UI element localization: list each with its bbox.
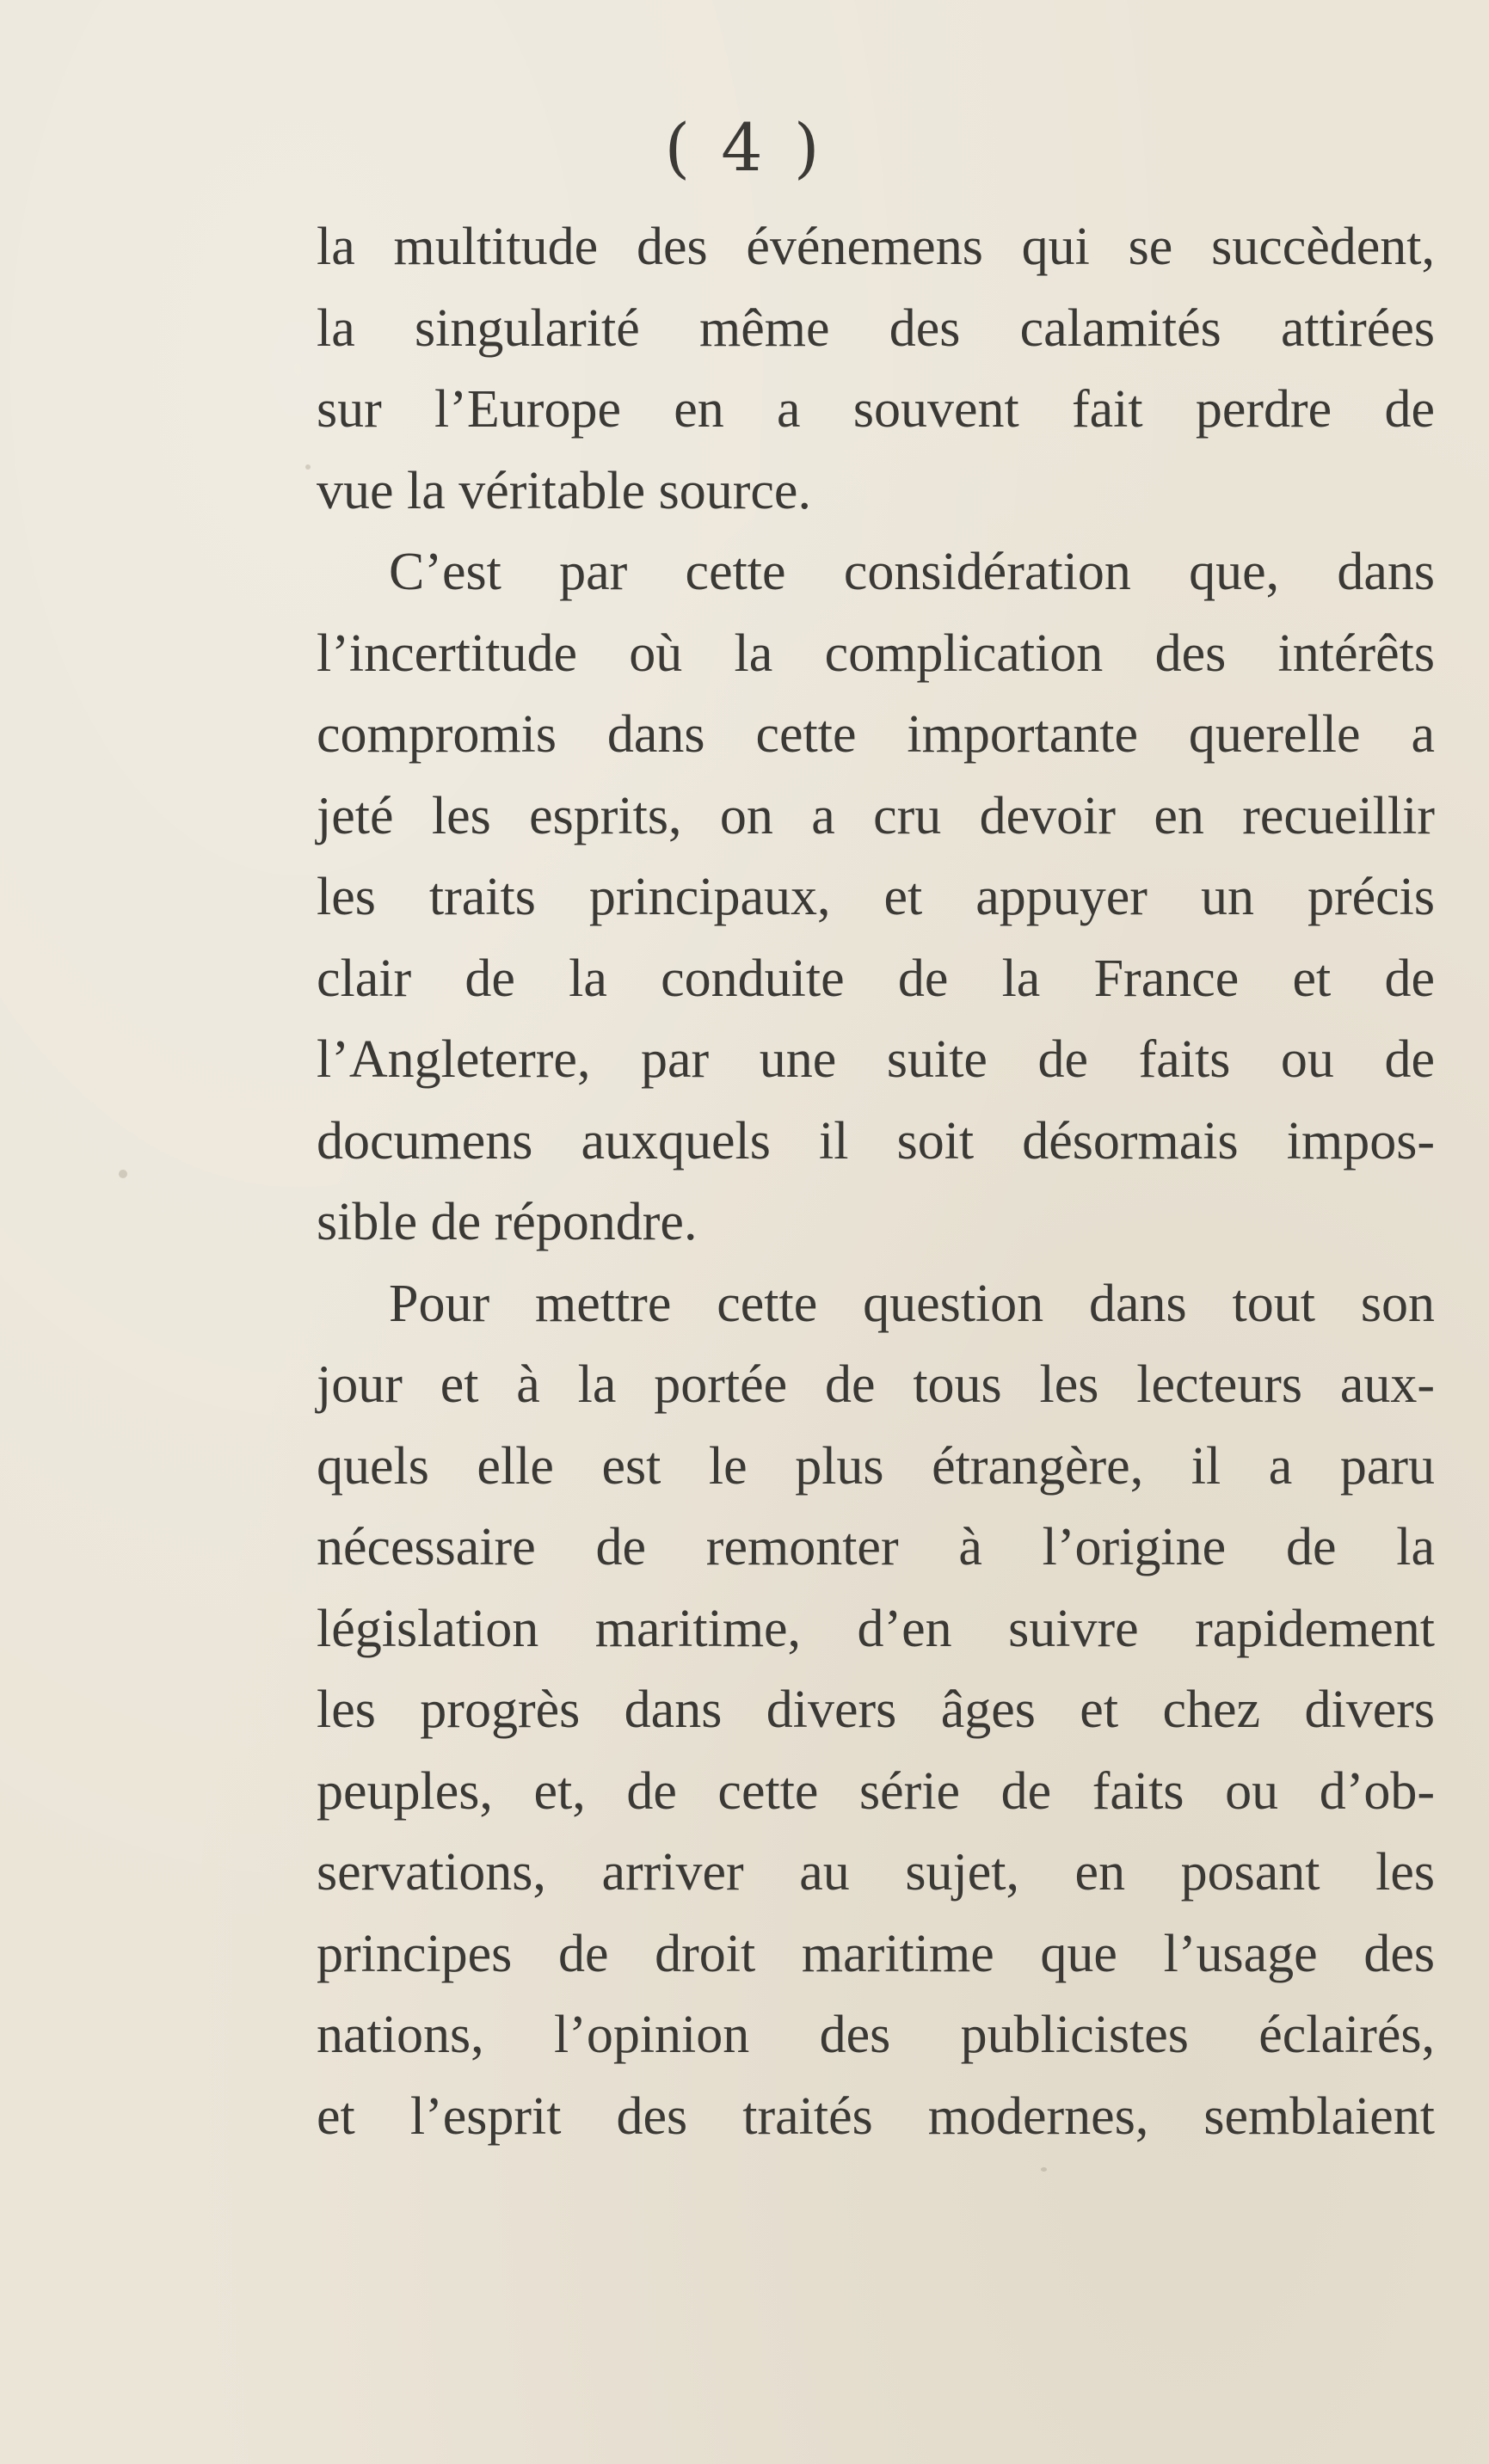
text-line: la multitude des événemens qui se succèdent, <box>317 218 1435 276</box>
text-line: les progrès dans divers âges et chez divers <box>317 1681 1435 1739</box>
page-number: ( 4 ) <box>664 109 825 186</box>
text-line: principes de droit maritime que l’usage des <box>317 1924 1435 1983</box>
text-line: nécessaire de remonter à l’origine de la <box>317 1518 1435 1576</box>
text-line: sible de répondre. <box>317 1193 698 1251</box>
text-line: et l’esprit des traités modernes, semblaient <box>317 2086 1435 2146</box>
body-text <box>317 206 1435 2157</box>
text-line: compromis dans cette importante querelle a <box>317 705 1435 764</box>
paragraph-start-line: C’est par cette considération que, dans <box>389 543 1435 601</box>
text-line: sur l’Europe en a souvent fait perdre de <box>317 380 1435 439</box>
text-line: législation maritime, d’en suivre rapidement <box>317 1599 1435 1658</box>
text-line: jour et à la portée de tous les lecteurs aux- <box>317 1355 1435 1414</box>
paper-speck <box>119 1170 127 1178</box>
text-line: la singularité même des calamités attirées <box>317 298 1435 358</box>
paragraph-start-line: Pour mettre cette question dans tout son <box>389 1274 1435 1333</box>
text-line: peuples, et, de cette série de faits ou d’ob- <box>317 1761 1435 1821</box>
paper-speck <box>305 464 311 470</box>
text-line: documens auxquels il soit désormais impos- <box>317 1111 1435 1171</box>
text-line: quels elle est le plus étrangère, il a paru <box>317 1436 1435 1496</box>
text-line: nations, l’opinion des publicistes éclairés, <box>317 2006 1435 2064</box>
text-line: clair de la conduite de la France et de <box>317 949 1435 1008</box>
text-line: l’incertitude où la complication des intérêts <box>317 624 1435 683</box>
text-line: vue la véritable source. <box>317 461 811 520</box>
text-line: l’Angleterre, par une suite de faits ou de <box>317 1030 1435 1089</box>
paper-speck <box>1041 2167 1047 2172</box>
text-line: les traits principaux, et appuyer un précis <box>317 868 1435 926</box>
text-line: jeté les esprits, on a cru devoir en recueillir <box>317 786 1435 845</box>
text-line: servations, arriver au sujet, en posant les <box>317 1843 1435 1902</box>
